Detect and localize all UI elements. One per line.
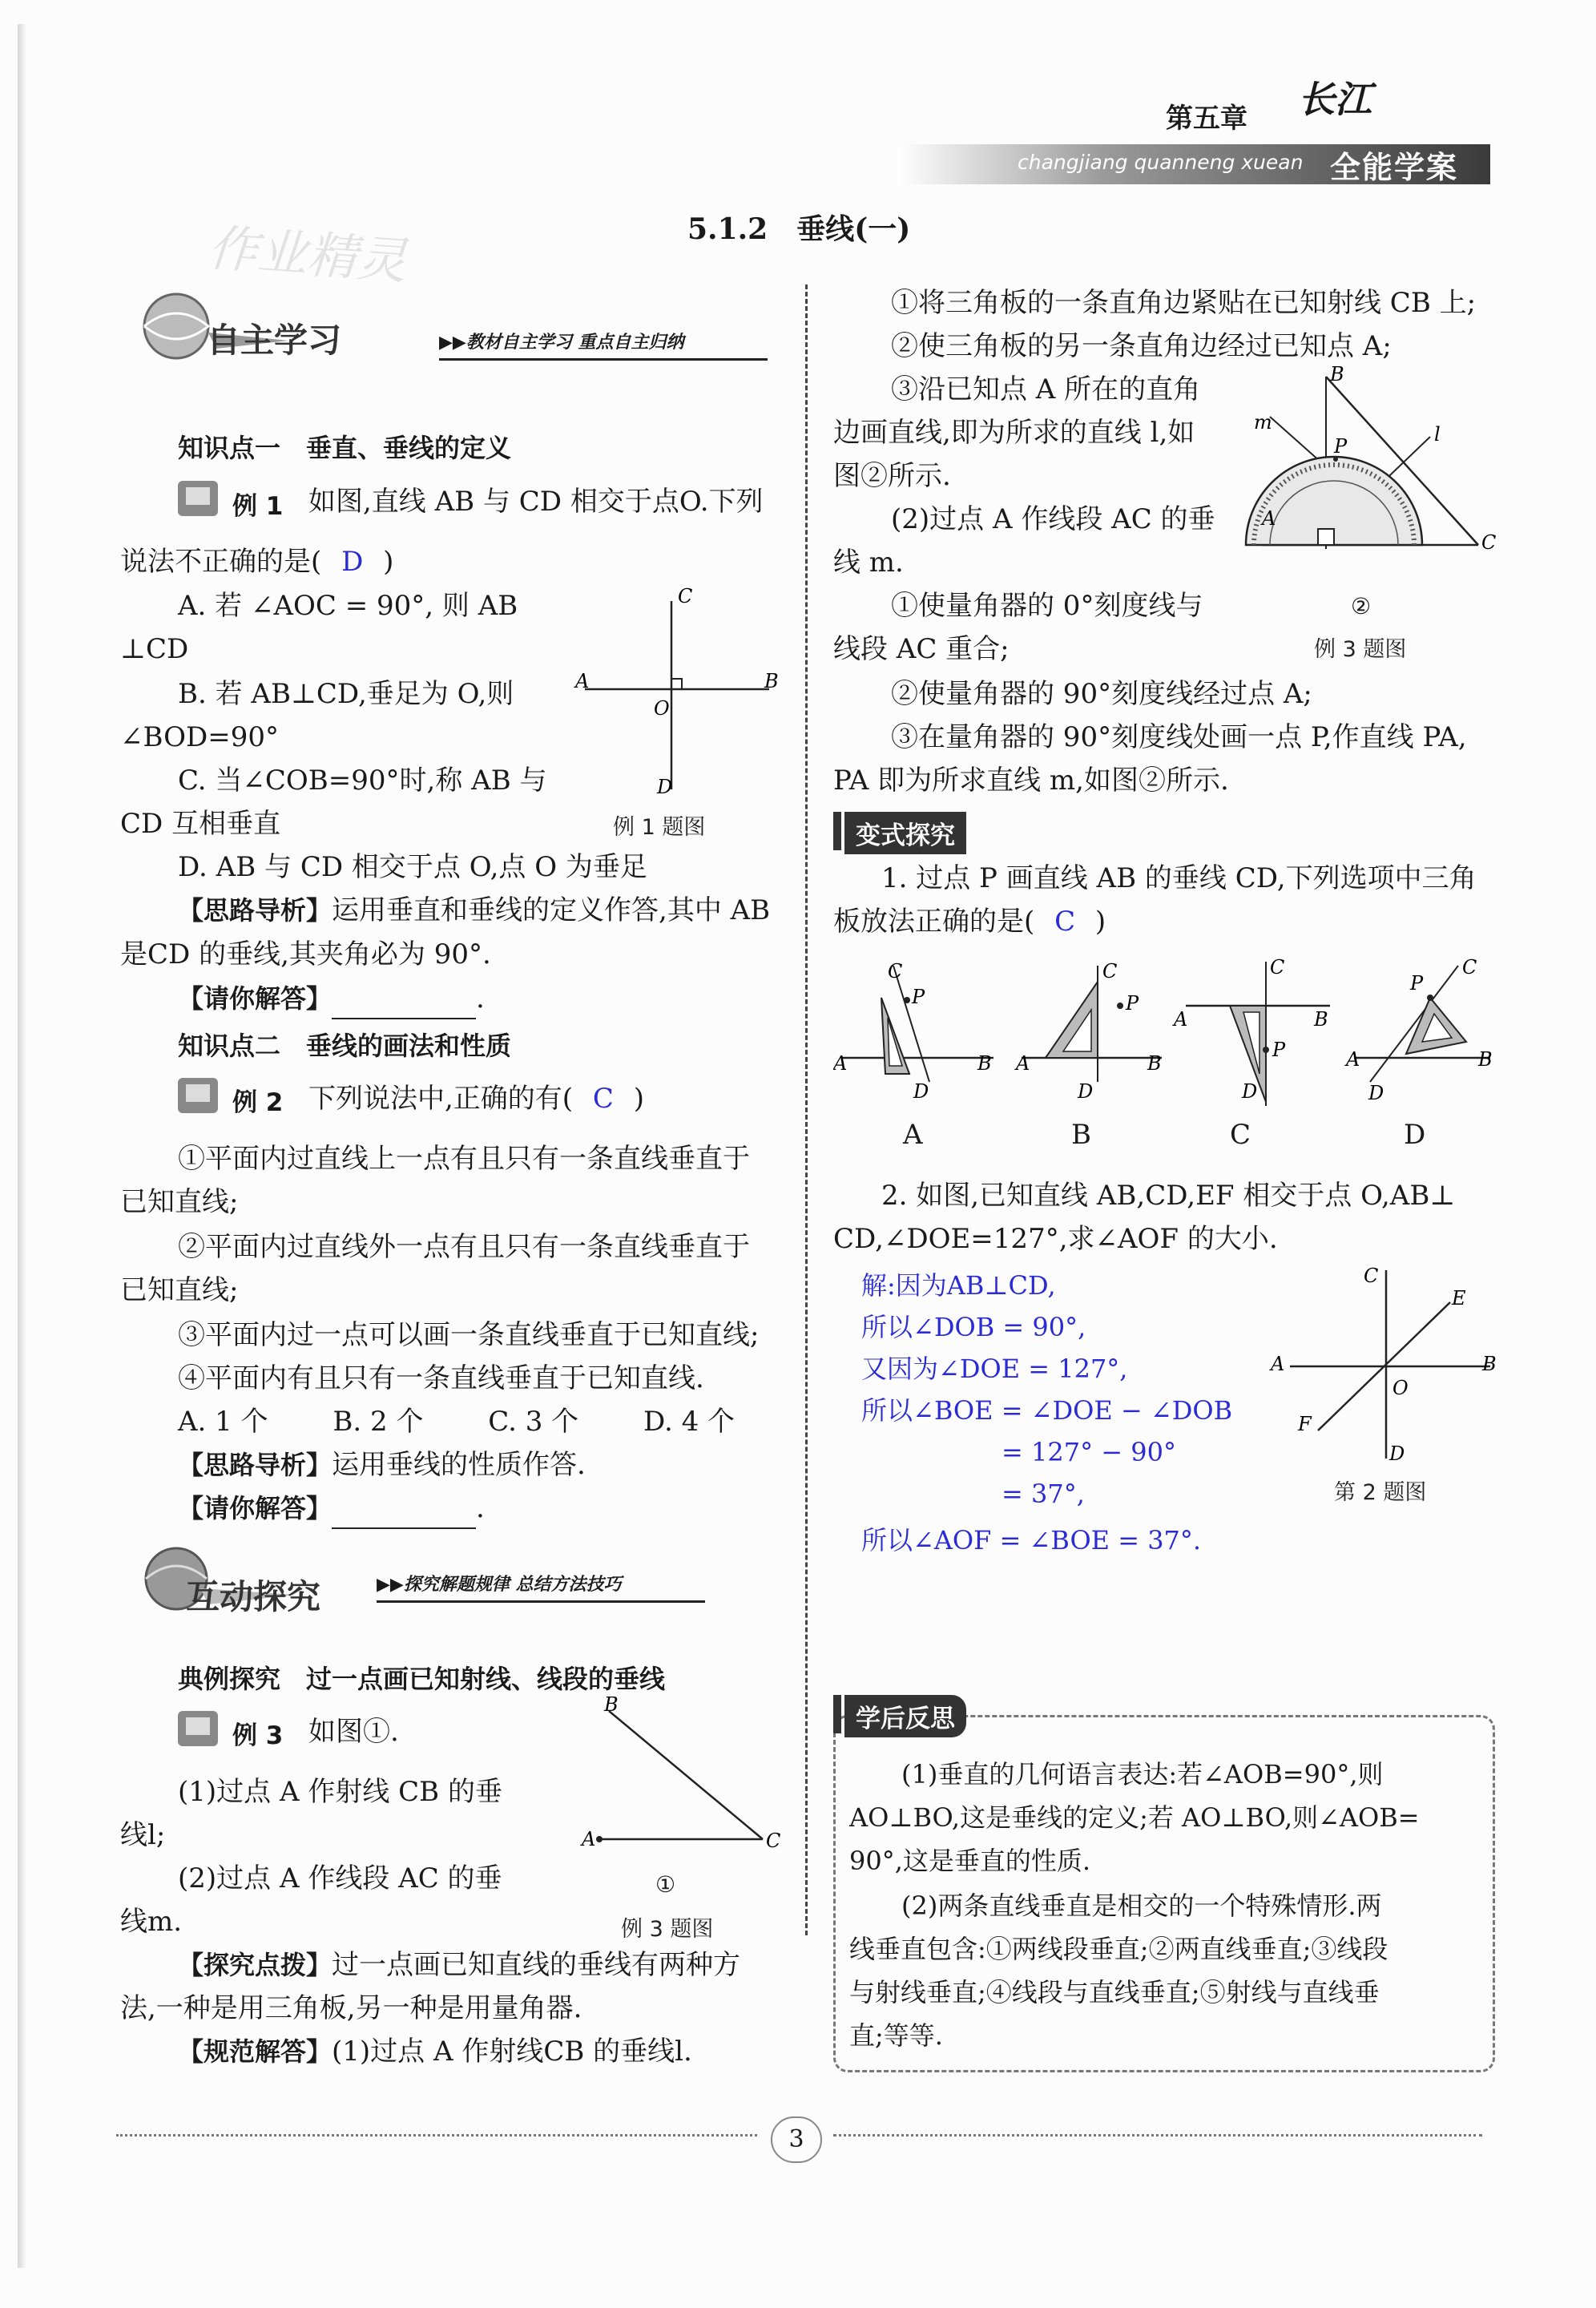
example-icon: [178, 481, 218, 516]
answer-blank[interactable]: [332, 992, 476, 1019]
option-label-b: B: [1071, 1119, 1091, 1151]
svg-text:P: P: [1410, 972, 1424, 995]
example-2-guide: 【思路导析】运用垂线的性质作答.: [178, 1449, 586, 1481]
footer-rule-left: [116, 2134, 757, 2137]
svg-text:l: l: [1434, 423, 1441, 446]
example-1-guide: 【思路导析】运用垂直和垂线的定义作答,其中 AB: [178, 894, 771, 926]
example-3-q2: (2)过点 A 作线段 AC 的垂: [178, 1862, 502, 1894]
variant-2-figure-caption: 第 2 题图: [1334, 1480, 1427, 1505]
statement-2: ②平面内过直线外一点有且只有一条直线垂直于: [178, 1231, 750, 1263]
part-2-cont: 线 m.: [833, 547, 904, 579]
variant-1: 1. 过点 P 画直线 AB 的垂线 CD,下列选项中三角: [881, 862, 1477, 894]
svg-text:P: P: [912, 986, 925, 1008]
example-2-question: 下列说法中,正确的有( C ): [308, 1083, 644, 1115]
svg-text:A: A: [1271, 1353, 1285, 1375]
variant-2-cont: CD,∠DOE=127°,求∠AOF 的大小.: [833, 1223, 1278, 1255]
part-2: (2)过点 A 作线段 AC 的垂: [891, 503, 1215, 535]
option-b-diagram: [1014, 960, 1162, 1103]
protractor-step-1: ①使量角器的 0°刻度线与: [891, 590, 1203, 622]
option-label-d: D: [1404, 1119, 1426, 1151]
solution-line-5: = 127° − 90°: [1002, 1437, 1176, 1467]
example-2-answer-blank: 【请你解答】 .: [178, 1487, 485, 1529]
svg-text:B: B: [604, 1695, 619, 1716]
option-c-diagram: [1172, 956, 1330, 1106]
example-icon: [178, 1711, 218, 1746]
example-1-text: 如图,直线 AB 与 CD 相交于点O.下列: [308, 486, 764, 518]
solution-line-7: 所以∠AOF = ∠BOE = 37°.: [861, 1525, 1202, 1555]
svg-text:P: P: [1334, 435, 1348, 458]
option-a-line1: A. 若 ∠AOC = 90°, 则 AB: [178, 590, 518, 622]
footer-rule-right: [833, 2134, 1482, 2137]
variant-2-figure: [1266, 1258, 1506, 1475]
banner-self-study-title: 自主学习: [207, 321, 342, 360]
svg-text:m: m: [1254, 411, 1272, 434]
column-divider: [805, 284, 808, 1935]
variant-1-answer: C: [1054, 906, 1076, 938]
option-c-line1: C. 当∠COB=90°时,称 AB 与: [178, 765, 547, 797]
example-3-figure-2-caption: 例 3 题图: [1314, 637, 1407, 662]
option-d: D. AB 与 CD 相交于点 O,点 O 为垂足: [178, 851, 647, 883]
svg-text:D: D: [1389, 1442, 1405, 1465]
example-1-question: 说法不正确的是( D ): [120, 546, 394, 578]
variant-1-options-figure: [833, 954, 1498, 1146]
svg-text:C: C: [888, 960, 903, 983]
svg-text:C: C: [1270, 956, 1285, 978]
page-number: 3: [771, 2116, 822, 2163]
svg-text:B: B: [1478, 1048, 1493, 1071]
example-1-answer-blank: 【请你解答】 .: [178, 978, 485, 1019]
variant-title: 变式探究: [844, 812, 966, 854]
variant-1-question: 板放法正确的是( C ): [833, 906, 1106, 938]
brand-logo-top: 长江: [1298, 78, 1372, 121]
svg-text:A: A: [1016, 1052, 1030, 1075]
option-b-line2: ∠BOD=90°: [120, 721, 279, 753]
protractor-step-3: ③在量角器的 90°刻度线处画一点 P,作直线 PA,: [891, 721, 1467, 753]
example-1-guide-cont: 是CD 的垂线,其夹角必为 90°.: [120, 938, 491, 970]
solution-line-2: 所以∠DOB = 90°,: [861, 1312, 1086, 1342]
svg-text:B: B: [1314, 1008, 1328, 1031]
solution-line-1: 解:因为AB⊥CD,: [861, 1270, 1056, 1301]
svg-text:D: D: [1078, 1080, 1094, 1103]
answer-blank[interactable]: [332, 1502, 476, 1529]
svg-text:A: A: [575, 670, 590, 692]
example-icon: [178, 1078, 218, 1113]
example-3-figure-1-caption: 例 3 题图: [621, 1917, 714, 1942]
example-3-tip: 【探究点拨】过一点画已知直线的垂线有两种方: [178, 1949, 741, 1981]
svg-text:B: B: [1330, 365, 1344, 385]
svg-text:D: D: [1368, 1082, 1384, 1104]
example-3-label: 例 3: [232, 1721, 284, 1750]
reflection-line-1: (1)垂直的几何语言表达:若∠AOB=90°,则: [901, 1759, 1384, 1790]
example-2-label: 例 2: [232, 1088, 284, 1117]
svg-text:A: A: [1174, 1008, 1188, 1031]
example-3-solution: 【规范解答】(1)过点 A 作射线CB 的垂线l.: [178, 2036, 692, 2068]
chapter-label: 第五章: [1166, 103, 1247, 135]
svg-text:A: A: [1262, 507, 1276, 530]
banner-explore-subtitle: ▶▶探究解题规律 总结方法技巧: [377, 1574, 622, 1595]
svg-text:B: B: [1147, 1052, 1162, 1075]
example-3-q1-cont: 线l;: [120, 1819, 166, 1851]
statement-4: ④平面内有且只有一条直线垂直于已知直线.: [178, 1362, 704, 1394]
solution-line-6: = 37°,: [1002, 1479, 1085, 1509]
reflection-title: 学后反思: [844, 1695, 966, 1737]
svg-text:A: A: [1346, 1048, 1360, 1071]
page-edge-shadow: [18, 24, 26, 2268]
banner-self-study-subtitle: ▶▶教材自主学习 重点自主归纳: [439, 332, 684, 353]
example-1-figure: [569, 585, 785, 801]
statement-2-cont: 已知直线;: [120, 1274, 239, 1306]
knowledge-point-2: 知识点二 垂线的画法和性质: [178, 1031, 512, 1061]
svg-text:O: O: [654, 697, 670, 720]
svg-text:B: B: [764, 670, 779, 692]
example-1-label: 例 1: [232, 492, 284, 521]
variant-marker: [833, 812, 841, 850]
step-3-cont: 边画直线,即为所求的直线 l,如: [833, 417, 1195, 449]
example-3-figure-2: [1238, 365, 1502, 605]
option-b-line1: B. 若 AB⊥CD,垂足为 O,则: [178, 678, 514, 710]
page-title: 5.1.2 垂线(一): [687, 212, 911, 246]
option-a-diagram: [833, 960, 993, 1103]
example-1-figure-caption: 例 1 题图: [613, 815, 706, 840]
typical-example-title: 典例探究 过一点画已知射线、线段的垂线: [178, 1664, 666, 1694]
reflection-line-4: (2)两条直线垂直是相交的一个特殊情形.两: [901, 1890, 1382, 1921]
step-1: ①将三角板的一条直角边紧贴在已知射线 CB 上;: [891, 287, 1477, 319]
brand-logo-bottom: 全能学案: [1330, 150, 1459, 185]
variant-2: 2. 如图,已知直线 AB,CD,EF 相交于点 O,AB⊥: [881, 1180, 1456, 1212]
option-label-a: A: [903, 1119, 923, 1151]
statement-3: ③平面内过一点可以画一条直线垂直于已知直线;: [178, 1319, 760, 1351]
example-3-q2-cont: 线m.: [120, 1906, 183, 1938]
example-2-answer: C: [592, 1083, 614, 1115]
svg-text:B: B: [1482, 1353, 1497, 1375]
option-label-c: C: [1230, 1119, 1251, 1151]
variant-2-solution: [861, 1265, 1232, 1561]
svg-text:C: C: [1481, 531, 1497, 554]
reflection-marker: [833, 1695, 841, 1733]
step-3: ③沿已知点 A 所在的直角: [891, 373, 1201, 406]
figure-2-number: ②: [1351, 593, 1372, 619]
reflection-line-2: AO⊥BO,这是垂线的定义;若 AO⊥BO,则∠AOB=: [849, 1802, 1420, 1833]
svg-text:P: P: [1272, 1039, 1286, 1061]
reflection-line-3: 90°,这是垂直的性质.: [849, 1846, 1091, 1876]
example-3-intro: 如图①.: [308, 1716, 399, 1748]
svg-text:O: O: [1392, 1377, 1409, 1399]
svg-text:B: B: [977, 1052, 992, 1075]
reflection-line-7: 直;等等.: [849, 2020, 943, 2051]
protractor-step-3-cont: PA 即为所求直线 m,如图②所示.: [833, 765, 1229, 797]
svg-text:D: D: [1242, 1080, 1258, 1103]
svg-text:F: F: [1298, 1413, 1312, 1435]
svg-text:P: P: [1126, 992, 1139, 1015]
svg-text:C: C: [1102, 960, 1118, 983]
watermark: 作业精灵: [206, 218, 409, 291]
protractor-step-2: ②使量角器的 90°刻度线经过点 A;: [891, 678, 1312, 710]
svg-text:A: A: [833, 1052, 848, 1075]
svg-text:C: C: [678, 585, 693, 607]
example-3-tip-cont: 法,一种是用三角板,另一种是用量角器.: [120, 1992, 582, 2024]
banner-underline: [439, 358, 768, 361]
svg-text:E: E: [1452, 1287, 1466, 1309]
option-a-line2: ⊥CD: [120, 633, 189, 665]
statement-1-cont: 已知直线;: [120, 1186, 239, 1218]
option-c-line2: CD 互相垂直: [120, 808, 281, 840]
svg-text:C: C: [1364, 1265, 1379, 1287]
step-3-cont2: 图②所示.: [833, 460, 951, 492]
statement-1: ①平面内过直线上一点有且只有一条直线垂直于: [178, 1143, 750, 1175]
svg-text:A: A: [582, 1828, 596, 1850]
reflection-line-5: 线垂直包含:①两线段垂直;②两直线垂直;③线段: [849, 1934, 1388, 1964]
reflection-line-6: 与射线垂直;④线段与直线垂直;⑤射线与直线垂: [849, 1977, 1380, 2007]
svg-text:D: D: [657, 776, 673, 798]
option-d-diagram: [1344, 956, 1493, 1104]
figure-1-number: ①: [655, 1871, 676, 1898]
example-1-answer: D: [341, 546, 364, 578]
svg-text:C: C: [1462, 956, 1477, 978]
svg-text:D: D: [913, 1080, 929, 1103]
banner-underline: [377, 1600, 705, 1603]
banner-explore-title: 互动探究: [186, 1577, 321, 1616]
example-3-q1: (1)过点 A 作射线 CB 的垂: [178, 1776, 502, 1808]
solution-line-3: 又因为∠DOE = 127°,: [861, 1354, 1128, 1384]
protractor-step-1-cont: 线段 AC 重合;: [833, 633, 1010, 665]
example-2-options: A. 1 个 B. 2 个 C. 3 个 D. 4 个: [178, 1406, 736, 1438]
step-2: ②使三角板的另一条直角边经过已知点 A;: [891, 330, 1392, 362]
solution-line-4: 所以∠BOE = ∠DOE − ∠DOB: [861, 1395, 1233, 1426]
knowledge-point-1: 知识点一 垂直、垂线的定义: [178, 433, 512, 463]
header-pinyin: changjiang quanneng xuean: [1018, 151, 1304, 174]
svg-text:C: C: [766, 1830, 781, 1852]
example-3-figure-1: [577, 1695, 785, 1855]
